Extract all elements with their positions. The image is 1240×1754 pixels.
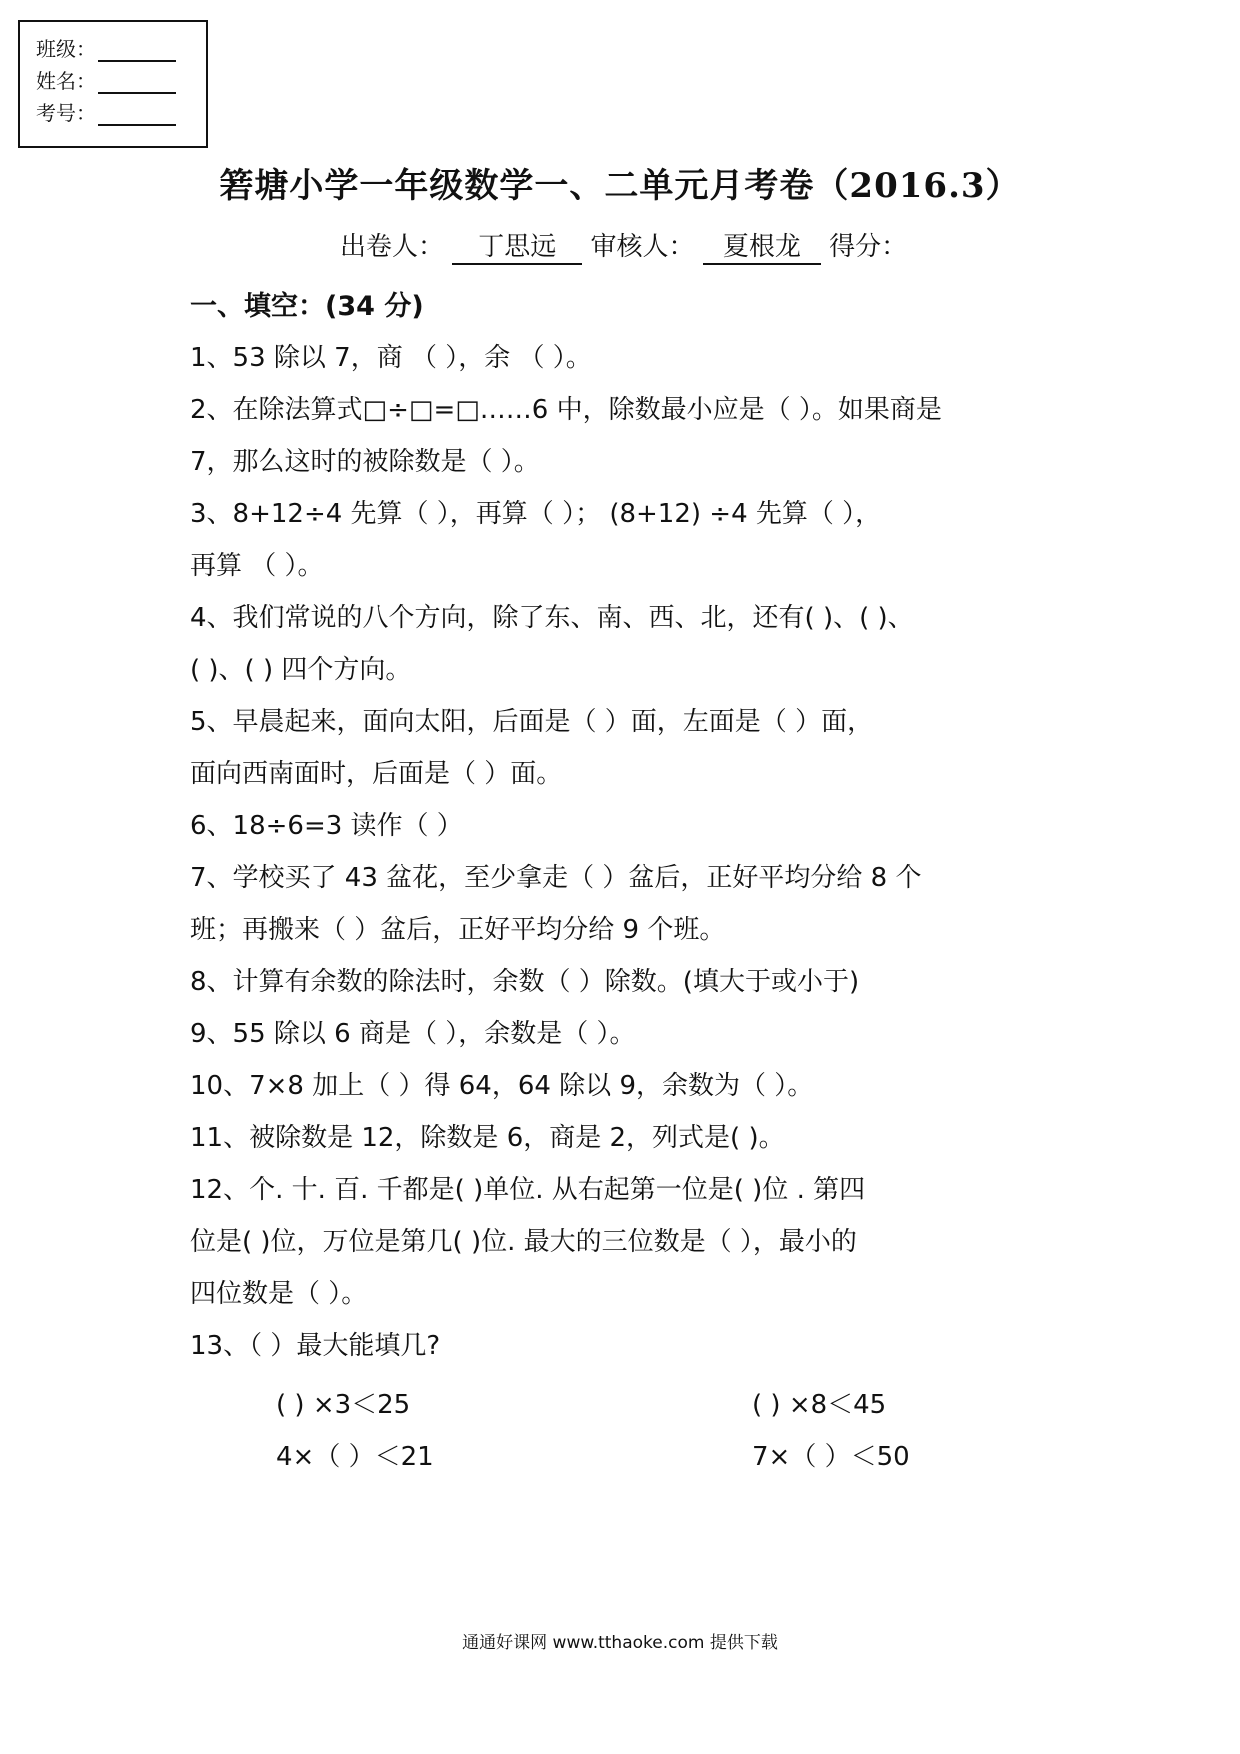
question-line: 13、（ ）最大能填几? bbox=[190, 1331, 441, 1361]
author-label: 出卷人： bbox=[340, 232, 445, 262]
sub-question-a: ( ) ×3＜25 bbox=[276, 1390, 411, 1420]
question-line: 面向西南面时，后面是（ ）面。 bbox=[190, 759, 563, 789]
question-line: 1、53 除以 7，商 （ ），余 （ ）。 bbox=[190, 343, 592, 373]
name-field bbox=[36, 62, 206, 94]
question-line: 11、被除数是 12，除数是 6，商是 2，列式是( )。 bbox=[190, 1123, 785, 1153]
question-line: 7，那么这时的被除数是（ ）。 bbox=[190, 447, 540, 477]
question-line: 9、55 除以 6 商是（ ），余数是（ ）。 bbox=[190, 1019, 636, 1049]
reviewer-name: 夏根龙 bbox=[703, 226, 821, 265]
class-blank[interactable] bbox=[98, 40, 176, 62]
score-label: 得分： bbox=[829, 232, 908, 262]
question-line: ( )、( ) 四个方向。 bbox=[190, 655, 412, 685]
name-blank[interactable] bbox=[98, 72, 176, 94]
question-line: 12、个. 十. 百. 千都是( )单位. 从右起第一位是( )位 . 第四 bbox=[190, 1175, 866, 1205]
question-line: 10、7×8 加上（ ）得 64，64 除以 9，余数为（ ）。 bbox=[190, 1071, 814, 1101]
question-line: 5、早晨起来，面向太阳，后面是（ ）面，左面是（ ）面， bbox=[190, 707, 874, 737]
sub-question-c: 4×（ ）＜21 bbox=[276, 1442, 434, 1472]
question-line: 6、18÷6=3 读作（ ） bbox=[190, 811, 463, 841]
id-label: 考号： bbox=[36, 101, 96, 125]
question-line: 班；再搬来（ ）盆后，正好平均分给 9 个班。 bbox=[190, 915, 726, 945]
question-line: 8、计算有余数的除法时，余数（ ）除数。(填大于或小于) bbox=[190, 967, 860, 997]
footer-text: 通通好课网 www.tthaoke.com 提供下载 bbox=[462, 1633, 778, 1653]
student-info-box bbox=[18, 20, 208, 148]
id-blank[interactable] bbox=[98, 104, 176, 126]
author-name: 丁思远 bbox=[452, 226, 582, 265]
question-list bbox=[190, 332, 1070, 1372]
id-field bbox=[36, 94, 206, 126]
question-line: 位是( )位，万位是第几( )位. 最大的三位数是（ ），最小的 bbox=[190, 1227, 857, 1257]
question-line: 3、8+12÷4 先算（ ），再算（ ）； (8+12) ÷4 先算（ ）， bbox=[190, 499, 882, 529]
question-line: 4、我们常说的八个方向，除了东、南、西、北，还有( )、( )、 bbox=[190, 603, 914, 633]
question-line: 再算 （ ）。 bbox=[190, 551, 324, 581]
section-heading: 一、填空：(34 分) bbox=[190, 291, 424, 322]
question-line: 7、学校买了 43 盆花，至少拿走（ ）盆后，正好平均分给 8 个 bbox=[190, 863, 922, 893]
exam-meta bbox=[340, 226, 907, 265]
class-label: 班级： bbox=[36, 37, 96, 61]
sub-question-b: ( ) ×8＜45 bbox=[752, 1390, 887, 1420]
reviewer-label: 审核人： bbox=[590, 232, 695, 262]
question-line: 2、在除法算式□÷□=□……6 中，除数最小应是（ ）。如果商是 bbox=[190, 395, 942, 425]
sub-question-d: 7×（ ）＜50 bbox=[752, 1442, 910, 1472]
page-title: 箬塘小学一年级数学一、二单元月考卷（2016.3） bbox=[219, 166, 1021, 206]
name-label: 姓名： bbox=[36, 69, 96, 93]
question-line: 四位数是（ ）。 bbox=[190, 1279, 368, 1309]
class-field bbox=[36, 30, 206, 62]
